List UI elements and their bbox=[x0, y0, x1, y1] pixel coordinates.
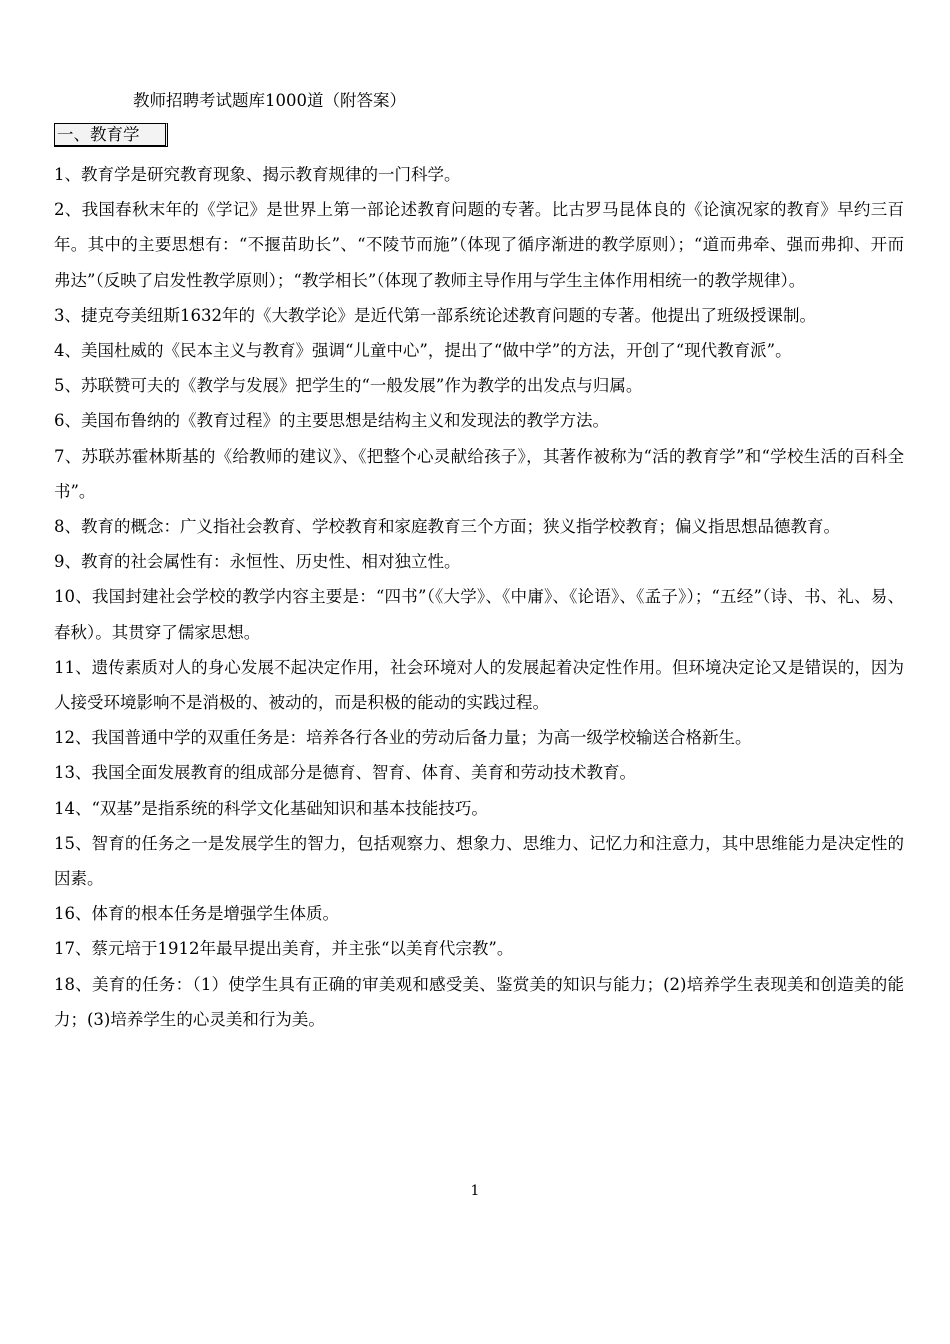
paragraph-10: 10、我国封建社会学校的教学内容主要是：“四书”（《大学》、《中庸》、《论语》、《孟子》）；“五经”（诗、书、礼、易、春秋）。其贯穿了儒家思想。 bbox=[54, 587, 904, 642]
page-number: 1 bbox=[470, 1183, 480, 1199]
paragraph-1: 1、教育学是研究教育现象、揭示教育规律的一门科学。 bbox=[54, 165, 461, 184]
paragraph-5: 5、苏联赞可夫的《教学与发展》把学生的“一般发展”作为教学的出发点与归属。 bbox=[54, 376, 643, 396]
paragraph-4: 4、美国杜威的《民本主义与教育》强调“儿童中心”，提出了“做中学”的方法，开创了“现代教育派”。 bbox=[54, 341, 792, 361]
body-text bbox=[54, 157, 904, 1037]
paragraph-9: 9、教育的社会属性有：永恒性、历史性、相对独立性。 bbox=[54, 552, 461, 572]
paragraph-2: 2、我国春秋末年的《学记》是世界上第一部论述教育问题的专著。比古罗马昆体良的《论演况家的教育》早约三百年。其中的主要思想有：“不揠苗助长”、“不陵节而施”（体现了循序渐进的教学原则）；“道而弗牵、强而弗抑、开而弗达”（反映了启发性教学原则）；“教学相长”（体现了教师主导作用与学生主体作用相统一的教学规律）。 bbox=[54, 200, 904, 290]
paragraph-3: 3、捷克夸美纽斯1632年的《大教学论》是近代第一部系统论述教育问题的专著。他提出了班级授课制。 bbox=[54, 305, 816, 325]
paragraph-14: 14、“双基”是指系统的科学文化基础知识和基本技能技巧。 bbox=[54, 798, 488, 818]
paragraph-11: 11、遗传素质对人的身心发展不起决定作用，社会环境对人的发展起着决定性作用。但环境决定论又是错误的，因为人接受环境影响不是消极的、被动的，而是积极的能动的实践过程。 bbox=[54, 657, 904, 713]
paragraph-13: 13、我国全面发展教育的组成部分是德育、智育、体育、美育和劳动技术教育。 bbox=[54, 763, 636, 783]
paragraph-7: 7、苏联苏霍林斯基的《给教师的建议》、《把整个心灵献给孩子》，其著作被称为“活的教育学”和“学校生活的百科全书”。 bbox=[54, 446, 904, 501]
document-title: 教师招聘考试题库1000道（附答案） bbox=[133, 91, 406, 110]
paragraph-8: 8、教育的概念：广义指社会教育、学校教育和家庭教育三个方面；狭义指学校教育；偏义指思想品德教育。 bbox=[54, 517, 840, 537]
paragraph-16: 16、体育的根本任务是增强学生体质。 bbox=[54, 904, 339, 924]
paragraph-18: 18、美育的任务：（1）使学生具有正确的审美观和感受美、鉴赏美的知识与能力；(2)培养学生表现美和创造美的能力；(3)培养学生的心灵美和行为美。 bbox=[54, 974, 904, 1029]
paragraph-17: 17、蔡元培于1912年最早提出美育，并主张“以美育代宗教”。 bbox=[54, 939, 514, 959]
section-heading: 一、教育学 bbox=[54, 123, 168, 147]
paragraph-6: 6、美国布鲁纳的《教育过程》的主要思想是结构主义和发现法的教学方法。 bbox=[54, 411, 609, 431]
paragraph-12: 12、我国普通中学的双重任务是：培养各行各业的劳动后备力量；为高一级学校输送合格新生。 bbox=[54, 728, 752, 748]
paragraph-15: 15、智育的任务之一是发展学生的智力，包括观察力、想象力、思维力、记忆力和注意力，其中思维能力是决定性的因素。 bbox=[54, 833, 904, 889]
